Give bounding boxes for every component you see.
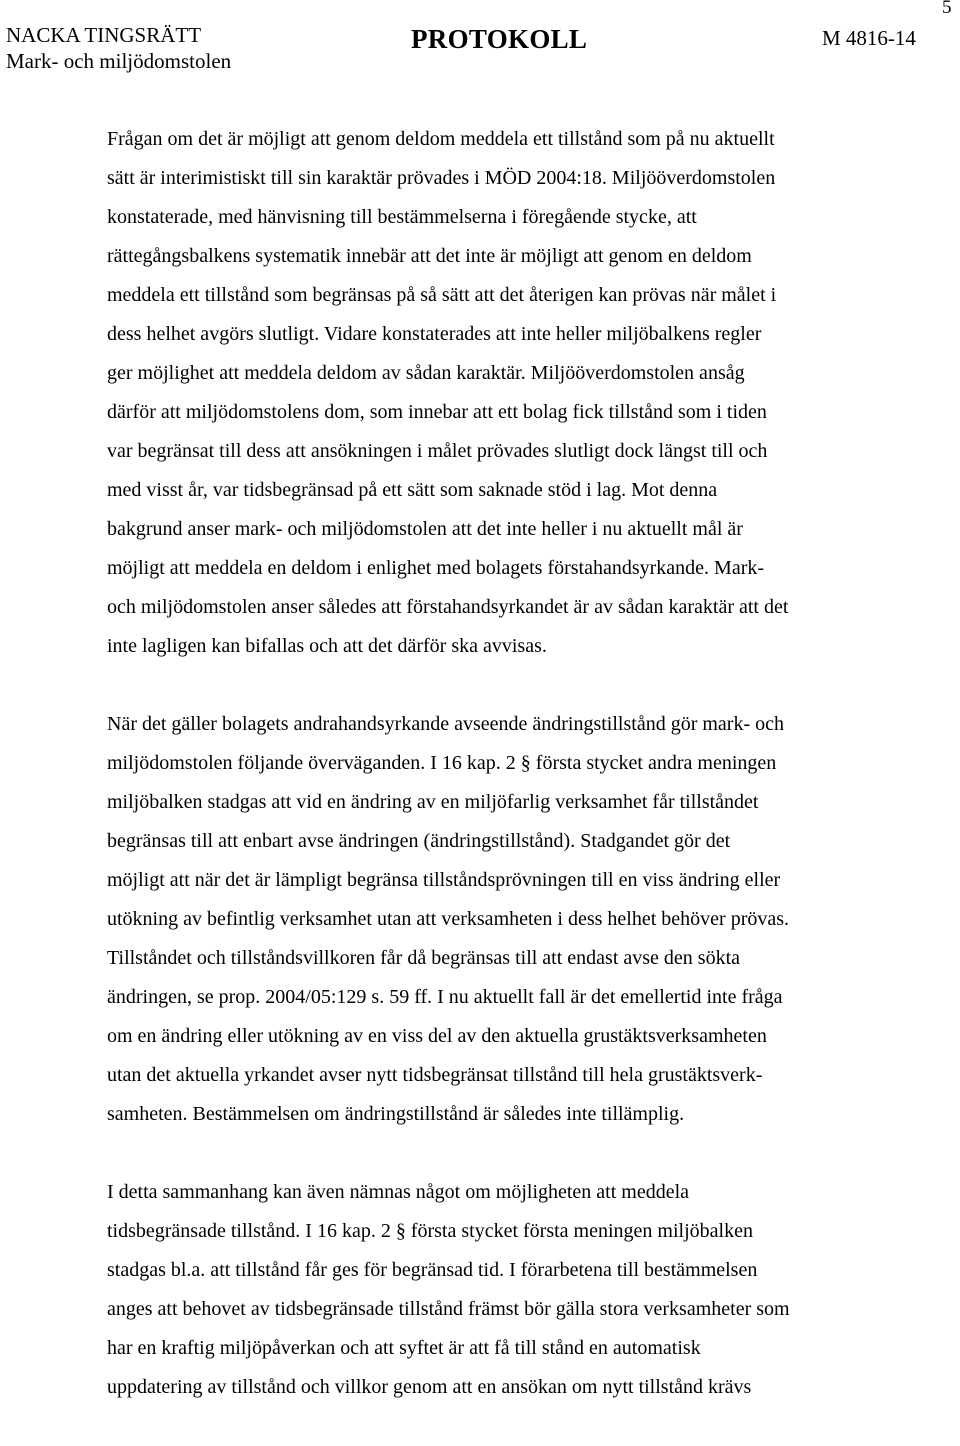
text-line: ger möjlighet att meddela deldom av sådan karaktär. Miljööverdomstolen ansåg — [107, 362, 745, 384]
text-line: Frågan om det är möjligt att genom deldom meddela ett tillstånd som på nu aktuellt — [107, 128, 775, 150]
case-number: M 4816-14 — [822, 26, 916, 50]
text-line: rättegångsbalkens systematik innebär att det inte är möjligt att genom en deldom — [107, 245, 752, 267]
text-line: samheten. Bestämmelsen om ändringstillstånd är således inte tillämplig. — [107, 1103, 685, 1125]
text-line: uppdatering av tillstånd och villkor genom att en ansökan om nytt tillstånd krävs — [107, 1376, 752, 1398]
text-line: I detta sammanhang kan även nämnas något om möjligheten att meddela — [107, 1181, 690, 1203]
text-line: bakgrund anser mark- och miljödomstolen att det inte heller i nu aktuellt mål är — [107, 518, 743, 540]
court-name: NACKA TINGSRÄTT — [6, 23, 202, 47]
text-line: var begränsat till dess att ansökningen i målet prövades slutligt dock längst till och — [107, 440, 768, 462]
text-line: begränsas till att enbart avse ändringen (ändringstillstånd). Stadgandet gör det — [107, 830, 731, 852]
document-body — [107, 120, 887, 1446]
text-line: med visst år, var tidsbegränsad på ett sätt som saknade stöd i lag. Mot denna — [107, 479, 718, 501]
text-line: När det gäller bolagets andrahandsyrkande avseende ändringstillstånd gör mark- och — [107, 713, 784, 735]
text-line: Tillståndet och tillståndsvillkoren får då begränsas till att endast avse den sökta — [107, 947, 741, 969]
text-line: utan det aktuella yrkandet avser nytt tidsbegränsat tillstånd till hela grustäktsverk- — [107, 1064, 763, 1086]
paragraph — [107, 1173, 887, 1407]
text-line: stadgas bl.a. att tillstånd får ges för begränsad tid. I förarbetena till bestämmelsen — [107, 1259, 758, 1281]
text-line: och miljödomstolen anser således att förstahandsyrkandet är av sådan karaktär att det — [107, 596, 789, 618]
text-line: miljödomstolen följande överväganden. I 16 kap. 2 § första stycket andra meningen — [107, 752, 777, 774]
text-line: inte lagligen kan bifallas och att det därför ska avvisas. — [107, 635, 547, 657]
document-title: PROTOKOLL — [411, 24, 588, 54]
text-line: utökning av befintlig verksamhet utan att verksamheten i dess helhet behöver prövas. — [107, 908, 790, 930]
text-line: meddela ett tillstånd som begränsas på så sätt att det återigen kan prövas när målet i — [107, 284, 777, 306]
text-line: har en kraftig miljöpåverkan och att syftet är att få till stånd en automatisk — [107, 1337, 701, 1359]
text-line: om en ändring eller utökning av en viss del av den aktuella grustäktsverksamheten — [107, 1025, 767, 1047]
text-line: sätt är interimistiskt till sin karaktär prövades i MÖD 2004:18. Miljööverdomstolen — [107, 167, 776, 189]
page-number: 5 — [942, 0, 952, 18]
text-line: möjligt att meddela en deldom i enlighet med bolagets förstahandsyrkande. Mark- — [107, 557, 765, 579]
text-line: dess helhet avgörs slutligt. Vidare konstaterades att inte heller miljöbalkens regler — [107, 323, 762, 345]
paragraph — [107, 705, 887, 1134]
text-line: ändringen, se prop. 2004/05:129 s. 59 ff. I nu aktuellt fall är det emellertid inte fråga — [107, 986, 783, 1008]
text-line: anges att behovet av tidsbegränsade tillstånd främst bör gälla stora verksamheter som — [107, 1298, 790, 1320]
text-line: därför att miljödomstolens dom, som innebar att ett bolag fick tillstånd som i tiden — [107, 401, 767, 423]
header-court-block — [6, 22, 231, 74]
text-line: konstaterade, med hänvisning till bestämmelserna i föregående stycke, att — [107, 206, 697, 228]
text-line: tidsbegränsade tillstånd. I 16 kap. 2 § första stycket första meningen miljöbalken — [107, 1220, 753, 1242]
paragraph — [107, 120, 887, 666]
text-line: miljöbalken stadgas att vid en ändring av en miljöfarlig verksamhet får tillståndet — [107, 791, 759, 813]
court-division: Mark- och miljödomstolen — [6, 49, 232, 73]
text-line: möjligt att när det är lämpligt begränsa tillståndsprövningen till en viss ändring eller — [107, 869, 781, 891]
